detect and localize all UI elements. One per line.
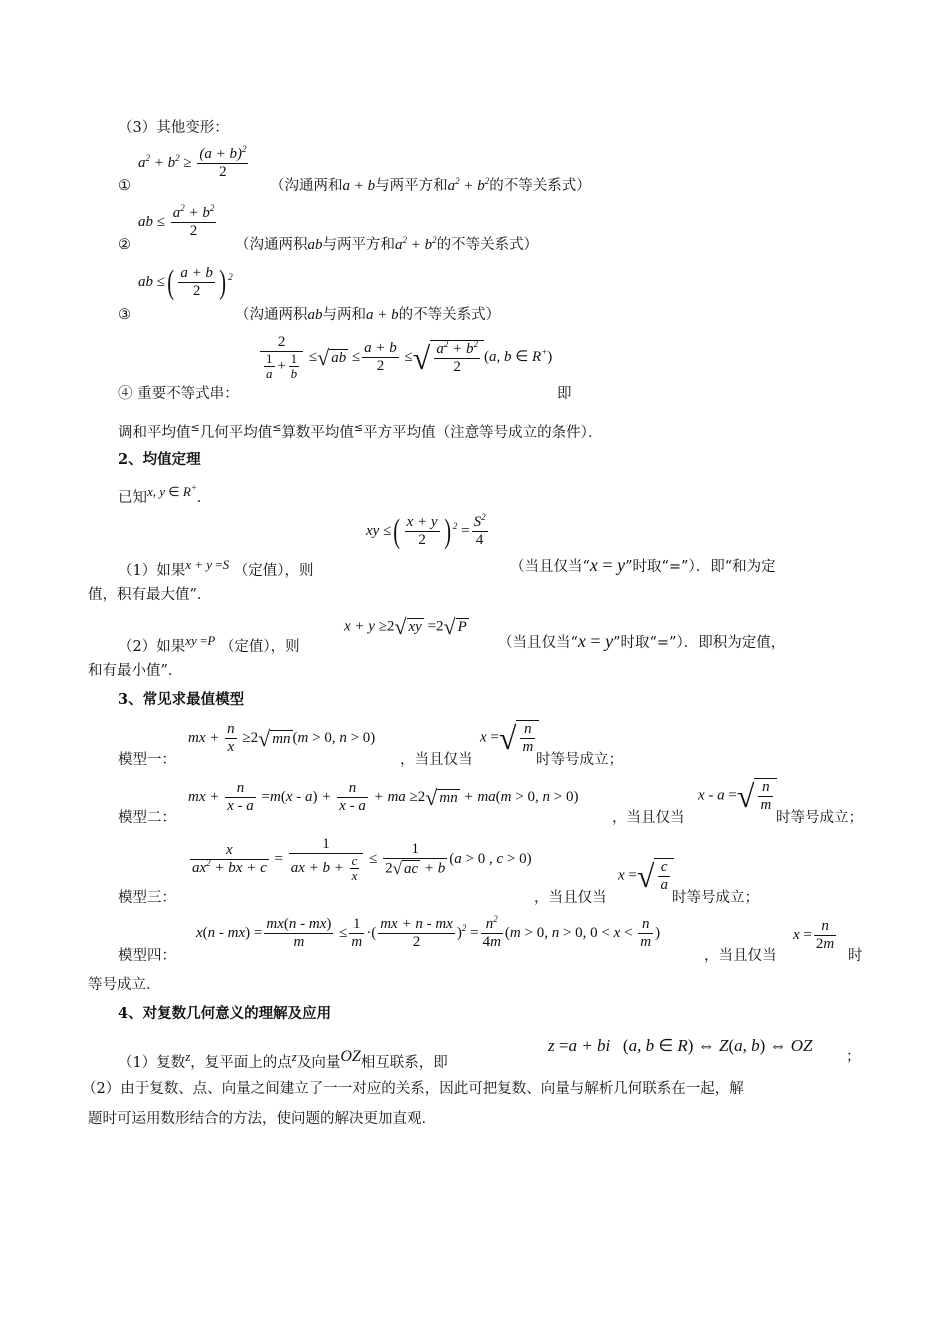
item1-formula: $a^2 + b^2$ ≥ $\frac{(a + b)^2}{2}$ (138, 144, 247, 180)
item3-marker: ③ (118, 307, 131, 323)
model1-formula: mx + $\frac{n}{x}$ ≥2√ mn (m > 0, n > 0) (188, 721, 376, 755)
theorem1-formula: xy ≤( $\frac{x + y}{2}$ ) $^2$ = $\frac{S^2}{4}$ (366, 512, 486, 550)
item3-note: （沟通两积ab与两和a + b的不等关系式） (235, 307, 501, 323)
heading-complex-geometry: 4、对复数几何意义的理解及应用 (118, 1005, 332, 1022)
model1-equality: x =√ $\frac{n}{m}$ (480, 720, 539, 756)
inequality-chain-formula: 2 $\frac{1}{a}$ + $\frac{1}{b}$ ≤√ ab ≤ $\frac{a + b}{2}$ ≤√ $\frac{a^2 + b^2}{2}$ (a, b ∈ R+) (258, 334, 552, 381)
model2-when: ，当且仅当 (612, 810, 685, 826)
item4-tail: 即 (557, 386, 572, 402)
theorem1-line2: 值，积有最大值”． (88, 587, 212, 603)
model4-end: 时 (848, 948, 863, 964)
model4-formula: x(n - mx) = $\frac{mx(n - mx)}{m}$ ≤ $\frac{1}{m}$ ·( $\frac{mx + n - mx}{2}$ )$^2$ = $\frac{n^2}{4m}$ (m > 0, n > 0, 0 < x < $\frac{n}{m}$ ) (196, 914, 661, 950)
model1-end: 时等号成立； (536, 752, 623, 768)
means-line: 调和平均值≤几何平均值≤算数平均值≤平方平均值（注意等号成立的条件）． (118, 421, 603, 441)
item2-note: （沟通两积ab与两平方和$a^2 + b^2$的不等关系式） (235, 235, 539, 253)
model2-end: 时等号成立； (776, 810, 863, 826)
model3-formula: $\frac{x}{ax^2 + bx + c}$ = 1 ax + b + $\frac{c}{x}$ ≤ $\frac{1}{2√ ac + b}$ (a > 0 , c > 0) (192, 836, 532, 883)
model3-end: 时等号成立； (672, 890, 759, 906)
theorem1-condition: （当且仅当“x = y”时取“=”）．即“和为定 (510, 555, 776, 575)
heading-mean-value-theorem: 2、均值定理 (118, 451, 201, 468)
item1-marker: ① (118, 178, 131, 194)
theorem2-formula: x + y ≥2√ xy =2√ P (344, 614, 467, 639)
theorem1-line1: （1）如果x + y =S （定值），则 (118, 557, 314, 579)
model4-equality: x = $\frac{n}{2m}$ (793, 918, 835, 952)
section3-heading: （3）其他变形： (118, 120, 229, 136)
item1-note: （沟通两和a + b与两平方和$a^2 + b^2$的不等关系式） (270, 176, 591, 194)
model1-when: ，当且仅当 (400, 752, 473, 768)
theorem2-line2: 和有最小值”． (88, 663, 183, 679)
theorem2-line1: （2）如果xy =P （定值），则 (118, 633, 300, 655)
model4-line2: 等号成立． (88, 977, 161, 993)
model2-equality: x - a =√ $\frac{n}{m}$ (698, 778, 777, 814)
item2-formula: ab ≤ $\frac{a^2 + b^2}{2}$ (138, 203, 215, 239)
model1-label: 模型一： (118, 752, 176, 768)
model2-formula: mx + $\frac{n}{x - a}$ =m(x - a) + $\frac{n}{x - a}$ + ma ≥2√ mn + ma(m > 0, n > 0) (188, 780, 579, 814)
complex-paragraph-1: （1）复数z，复平面上的点z及向量OZ相互联系，即 (118, 1048, 448, 1071)
item4-label: ④ 重要不等式串： (118, 386, 239, 402)
item3-formula: ab ≤( $\frac{a + b}{2}$ ) $^2$ (138, 263, 233, 301)
complex-paragraph-2-line2: 题时可运用数形结合的方法，使问题的解决更加直观． (88, 1111, 436, 1127)
model4-when: ，当且仅当 (704, 948, 777, 964)
item2-marker: ② (118, 237, 131, 253)
model3-when: ，当且仅当 (534, 890, 607, 906)
complex-paragraph-2-line1: （2）由于复数、点、向量之间建立了一一对应的关系，因此可把复数、向量与解析几何联系在一起，解 (82, 1081, 744, 1097)
complex-p1-end: ； (846, 1049, 861, 1065)
complex-correspondence-formula: z =a + bi (a, b ∈ R) ⇔ Z(a, b) ⇔ OZ (548, 1036, 813, 1055)
theorem2-condition: （当且仅当“x = y”时取“=”）．即积为定值， (498, 631, 786, 651)
known-condition: 已知x, y ∈ R+． (118, 482, 212, 506)
model3-label: 模型三： (118, 890, 176, 906)
heading-extremum-models: 3、常见求最值模型 (118, 691, 245, 708)
model4-label: 模型四： (118, 948, 176, 964)
model2-label: 模型二： (118, 810, 176, 826)
model3-equality: x =√ $\frac{c}{a}$ (618, 858, 674, 894)
